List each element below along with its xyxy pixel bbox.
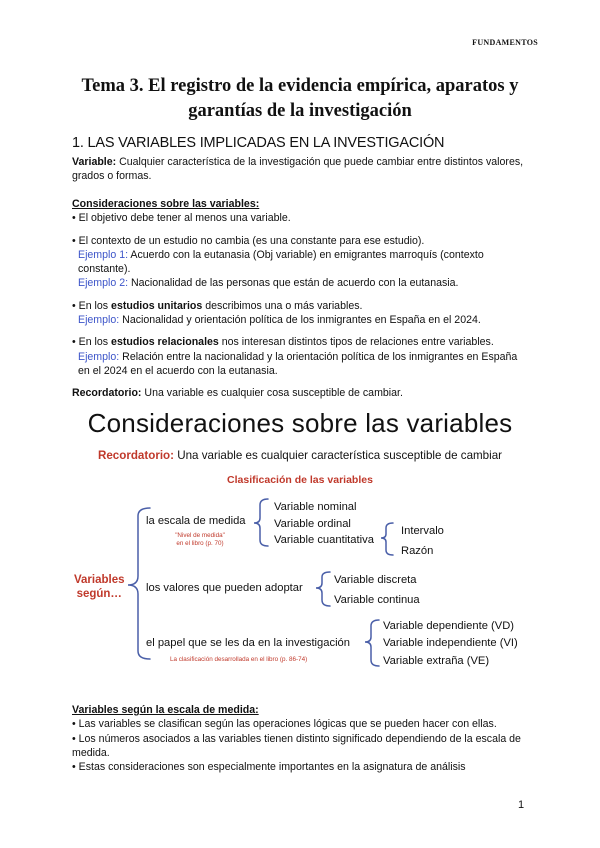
branch-scale-note-1: "Nivel de medida" — [175, 532, 225, 539]
leaf-dependent: Variable dependiente (VD) — [383, 620, 515, 632]
scale-bracket — [254, 499, 268, 546]
consideration-bullet-2: • El contexto de un estudio no cambia (es una constante para ese estudio). — [72, 234, 425, 247]
leaf-quantitative: Variable cuantitativa — [274, 534, 374, 546]
considerations-heading: Consideraciones sobre las variables: — [72, 198, 260, 210]
bullet-4-post: nos interesan distintos tipos de relaciones entre variables. — [218, 336, 494, 349]
bullet-3-post: describimos una o más variables. — [202, 299, 363, 312]
running-header: FUNDAMENTOS — [472, 38, 538, 47]
scale-bullet-1: • Las variables se clasifican según las operaciones lógicas que se pueden hacer con ellas. — [72, 718, 497, 731]
example-2-label: Ejemplo 2: — [78, 277, 129, 290]
leaf-extraneous: Variable extraña (VE) — [383, 655, 490, 667]
bullet-4-pre: • En los — [72, 336, 112, 349]
branch-values: los valores que pueden adoptar — [146, 582, 303, 594]
leaf-ratio: Razón — [401, 545, 434, 557]
page-number: 1 — [518, 799, 525, 811]
slide-title: Consideraciones sobre las variables — [87, 408, 513, 438]
variable-def-text: Cualquier característica de la investigación que puede cambiar entre distintos valores, grados o formas. — [72, 156, 524, 183]
values-bracket — [316, 572, 330, 606]
quant-bracket — [381, 523, 393, 555]
scale-block — [72, 703, 537, 774]
reminder-text: Una variable es cualquier cosa susceptible de cambiar. — [141, 387, 403, 400]
title-line-2: garantías de la investigación — [188, 101, 412, 121]
example-2-text: Nacionalidad de las personas que están de acuerdo con la eutanasia. — [128, 277, 459, 290]
slide-reminder-label: Recordatorio: — [97, 449, 174, 462]
consideration-bullet-1: • El objetivo debe tener al menos una variable. — [72, 212, 291, 225]
title-line-1: Tema 3. El registro de la evidencia empírica, aparatos y — [81, 76, 519, 96]
branch-scale-note-2: en el libro (p. 70) — [176, 540, 224, 547]
reminder-label: Recordatorio: — [72, 387, 142, 400]
root-label-line2: según… — [76, 588, 122, 600]
branch-scale: la escala de medida — [146, 515, 246, 527]
branch-scale-note — [162, 532, 238, 548]
bullet-3-bold: estudios unitarios — [111, 299, 203, 312]
root-label — [74, 573, 125, 601]
example-4-label: Ejemplo: — [78, 350, 120, 363]
branch-role-note: La clasificación desarrollada en el libro (p. 86-74) — [170, 656, 308, 663]
leaf-nominal: Variable nominal — [274, 501, 357, 513]
example-4-text: Relación entre la nacionalidad y la orientación política de los inmigrantes en España en el 2024 en el acuerdo con la eutanasia. — [78, 350, 518, 377]
scale-bullet-2: • Los números asociados a las variables tienen distinto significado dependiendo de la escala de medida. — [72, 732, 521, 759]
leaf-discrete: Variable discreta — [334, 574, 417, 586]
example-3-label: Ejemplo: — [78, 314, 120, 327]
bullet-3-pre: • En los — [72, 299, 112, 312]
leaf-ordinal: Variable ordinal — [274, 518, 351, 530]
section-heading: 1. LAS VARIABLES IMPLICADAS EN LA INVESTIGACIÓN — [72, 135, 445, 151]
bullet-4-bold: estudios relacionales — [111, 336, 219, 349]
leaf-independent: Variable independiente (VI) — [383, 637, 518, 649]
slide-reminder-text: Una variable es cualquier característica susceptible de cambiar — [174, 449, 503, 462]
leaf-continuous: Variable continua — [334, 594, 420, 606]
leaf-interval: Intervalo — [401, 525, 444, 537]
branch-role: el papel que se les da en la investigación — [146, 637, 351, 649]
example-3-text: Nacionalidad y orientación política de los inmigrantes en España en el 2024. — [119, 314, 481, 327]
role-bracket — [365, 620, 379, 666]
root-label-line1: Variables — [74, 574, 125, 586]
example-1-text: Acuerdo con la eutanasia (Obj variable) en emigrantes marroquís (contexto constante). — [78, 248, 484, 276]
classification-heading: Clasificación de las variables — [227, 474, 373, 486]
example-1-label: Ejemplo 1: — [78, 248, 129, 261]
scale-bullet-3: • Estas consideraciones son especialmente importantes en la asignatura de análisis — [72, 761, 466, 774]
scale-heading: Variables según la escala de medida: — [72, 704, 259, 716]
variable-label: Variable: — [72, 156, 117, 168]
